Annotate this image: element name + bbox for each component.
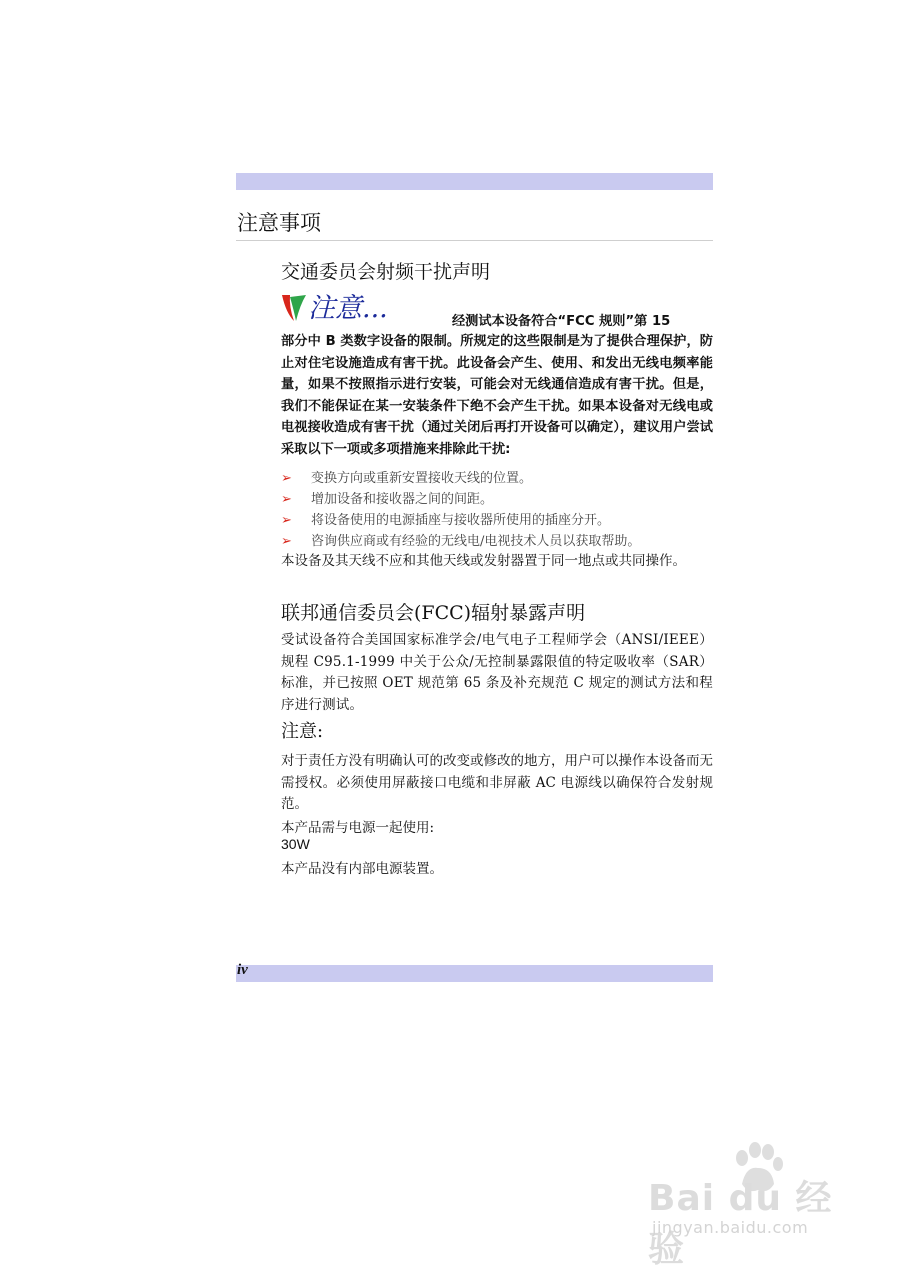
- antenna-note: 本设备及其天线不应和其他天线或发射器置于同一地点或共同操作。: [281, 553, 686, 569]
- notice-logo-text: 注意...: [308, 293, 388, 324]
- watermark: [640, 1140, 860, 1270]
- list-item-text: 将设备使用的电源插座与接收器所使用的插座分开。: [311, 513, 611, 528]
- footer-band: [236, 965, 713, 982]
- power-value: 30W: [281, 836, 310, 852]
- list-item-text: 咨询供应商或有经验的无线电/电视技术人员以获取帮助。: [311, 534, 641, 549]
- list-item: [281, 510, 721, 531]
- fcc-interference-paragraph: 部分中 B 类数字设备的限制。所规定的这些限制是为了提供合理保护，防止对住宅设施造成有害干扰。此设备会产生、使用、和发出无线电频率能量，如果不按照指示进行安装，可能会对无线通信造成有害干扰。但是，我们不能保证在某一安装条件下绝不会产生干扰。如果本设备对无线电或电视接收造成有害干扰（通过关闭后再打开设备可以确定），建议用户尝试采取以下一项或多项措施来排除此干扰:: [281, 334, 713, 457]
- section-title: 注意事项: [237, 211, 321, 235]
- fcc-radiation-paragraph: 受试设备符合美国国家标准学会/电气电子工程师学会（ANSI/IEEE）规程 C95.1-1999 中关于公众/无控制暴露限值的特定吸收率（SAR）标准，并已按照 OET 规范第 65 条及补充规范 C 规定的测试方法和程序进行测试。: [281, 632, 713, 713]
- watermark-brand: Bai du 经验: [648, 1178, 833, 1270]
- list-item-text: 增加设备和接收器之间的间距。: [311, 492, 494, 507]
- list-item-text: 变换方向或重新安置接收天线的位置。: [311, 471, 533, 486]
- remedy-list: [281, 468, 721, 552]
- caution-paragraph: 对于责任方没有明确认可的改变或修改的地方，用户可以操作本设备而无需授权。必须使用屏蔽接口电缆和非屏蔽 AC 电源线以确保符合发射规范。: [281, 753, 713, 812]
- list-item: [281, 468, 721, 489]
- list-item: [281, 531, 721, 552]
- page-number: iv: [237, 962, 248, 978]
- header-band: [236, 173, 713, 190]
- no-internal-power-note: 本产品没有内部电源装置。: [281, 861, 443, 877]
- arrow-bullet-icon: ➢: [281, 513, 292, 528]
- title-divider: [236, 240, 713, 241]
- fcc-interference-heading: 交通委员会射频干扰声明: [281, 261, 491, 283]
- power-label: 本产品需与电源一起使用:: [281, 820, 435, 836]
- fcc-rule-first-line: 经测试本设备符合“FCC 规则”第 15: [452, 314, 671, 329]
- fcc-radiation-heading: 联邦通信委员会(FCC)辐射暴露声明: [281, 602, 586, 624]
- list-item: [281, 489, 721, 510]
- watermark-url: jingyan.baidu.com: [652, 1218, 809, 1237]
- arrow-bullet-icon: ➢: [281, 471, 292, 486]
- arrow-bullet-icon: ➢: [281, 534, 292, 549]
- caution-heading: 注意:: [281, 721, 324, 742]
- notice-logo-icon: [280, 287, 430, 325]
- arrow-bullet-icon: ➢: [281, 492, 292, 507]
